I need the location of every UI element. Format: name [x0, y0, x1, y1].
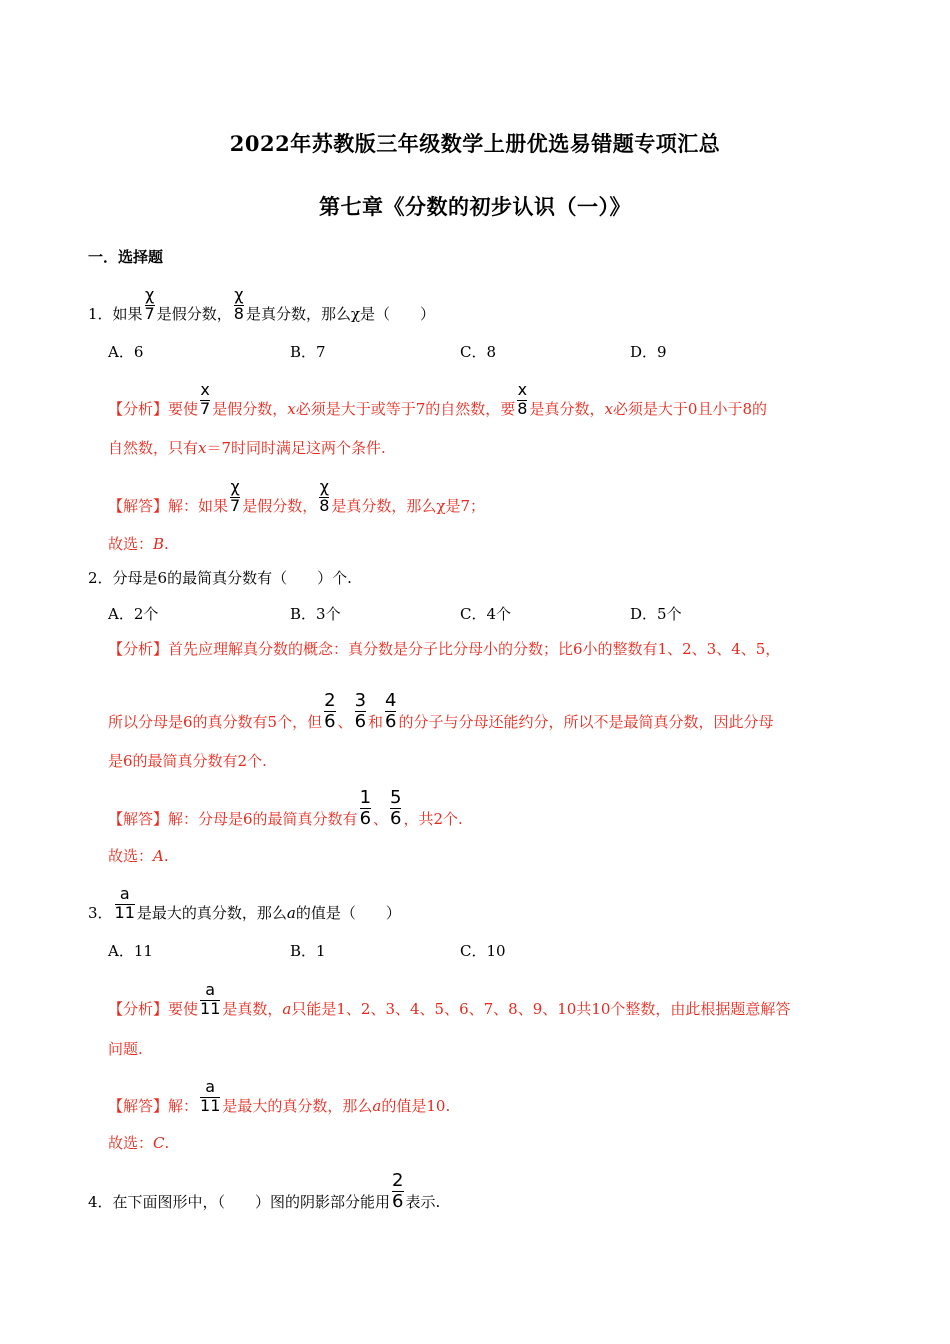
- q1-text-2: 是真分数，那么χ是（ ）: [245, 305, 436, 323]
- q3-option-a: A．11: [108, 942, 153, 960]
- q1-option-d: D．9: [630, 343, 667, 361]
- chapter-title: 第七章《分数的初步认识（一）》: [319, 194, 631, 219]
- question-1: [88, 285, 436, 324]
- q3-option-c: C．10: [460, 942, 506, 960]
- question-4: 4．在下面图形中，（ ）图的阴影部分能用 $\frac{2}{6}$ 表示.: [88, 1170, 441, 1212]
- fraction-5-over-6: $\frac{5}{6}$: [390, 787, 402, 829]
- q1-answer: 【解答】解：如果 $\frac{\chi}{7}$ 是假分数， $\frac{\chi}{8}$ 是真分数，那么χ是7；: [108, 477, 486, 515]
- q2-analysis: 【分析】首先应理解真分数的概念：真分数是分子比分母小的分数；比6小的整数有1、2、3、4、5，: [108, 640, 781, 658]
- fraction-chi-over-8: $\frac{\chi}{8}$: [319, 477, 330, 515]
- question-3: 3． $\frac{a}{11}$ 是最大的真分数，那么a的值是（ ）: [88, 884, 401, 922]
- fraction-2-over-6: $\frac{2}{6}$: [392, 1170, 404, 1212]
- fraction-1-over-6: $\frac{1}{6}$: [359, 787, 372, 829]
- section-heading: 一．选择题: [88, 248, 164, 266]
- fraction-a-over-11: $\frac{a}{11}$: [114, 884, 135, 922]
- fraction-chi-over-7: $\frac{\chi}{7}$: [144, 285, 155, 323]
- q1-analysis-cont: 自然数，只有x＝7时同时满足这两个条件.: [108, 439, 386, 457]
- fraction-4-over-6: $\frac{4}{6}$: [385, 690, 397, 732]
- q2-option-a: A．2个: [108, 605, 159, 623]
- q2-choice: 故选：A.: [108, 847, 169, 865]
- q2-option-d: D．5个: [630, 605, 682, 623]
- analysis-tag: 【分析】: [108, 400, 169, 418]
- q2-analysis-cont: 所以分母是6的真分数有5个，但 $\frac{2}{6}$ 、 $\frac{3}{6}$ 和 $\frac{4}{6}$ 的分子与分母还能约分，所以不是最简真分数，因此分母: [108, 690, 774, 732]
- q1-text: 是假分数，: [156, 305, 232, 323]
- q1-option-c: C．8: [460, 343, 497, 361]
- answer-tag: 【解答】: [108, 1097, 169, 1115]
- q2-option-c: C．4个: [460, 605, 512, 623]
- q1-option-b: B．7: [290, 343, 326, 361]
- fraction-x-over-8: $\frac{x}{8}$: [517, 380, 528, 418]
- fraction-chi-over-7: $\frac{\chi}{7}$: [230, 477, 241, 515]
- document-title: 2022年苏教版三年级数学上册优选易错题专项汇总: [229, 131, 721, 156]
- q1-number: 1．如果: [88, 305, 143, 323]
- q1-option-a: A．6: [108, 343, 144, 361]
- q1-analysis: 【分析】要使 $\frac{x}{7}$ 是假分数，x必须是大于或等于7的自然数，要 $\frac{x}{8}$ 是真分数，x必须是大于0且小于8的: [108, 380, 768, 418]
- analysis-tag: 【分析】: [108, 640, 169, 658]
- q3-analysis: 【分析】要使 $\frac{a}{11}$ 是真数，a只能是1、2、3、4、5、6、7、8、9、10共10个整数，由此根据题意解答: [108, 980, 791, 1018]
- q3-analysis-cont: 问题.: [108, 1040, 143, 1058]
- fraction-a-over-11: $\frac{a}{11}$: [200, 980, 221, 1018]
- fraction-2-over-6: $\frac{2}{6}$: [324, 690, 336, 732]
- fraction-chi-over-8: $\frac{\chi}{8}$: [233, 285, 244, 323]
- q1-choice: 故选：B.: [108, 535, 169, 553]
- fraction-a-over-11: $\frac{a}{11}$: [200, 1077, 221, 1115]
- q2-analysis-end: 是6的最简真分数有2个.: [108, 752, 267, 770]
- answer-tag: 【解答】: [108, 810, 169, 828]
- analysis-tag: 【分析】: [108, 1000, 169, 1018]
- fraction-x-over-7: $\frac{x}{7}$: [200, 380, 211, 418]
- answer-tag: 【解答】: [108, 497, 169, 515]
- q3-answer: 【解答】解： $\frac{a}{11}$ 是最大的真分数，那么a的值是10.: [108, 1077, 451, 1115]
- q2-option-b: B．3个: [290, 605, 341, 623]
- q2-answer: 【解答】解：分母是6的最简真分数有 $\frac{1}{6}$ 、 $\frac{5}{6}$ ，共2个.: [108, 787, 463, 829]
- fraction-3-over-6: $\frac{3}{6}$: [354, 690, 367, 732]
- question-2: 2．分母是6的最简真分数有（ ）个.: [88, 569, 352, 587]
- q3-choice: 故选：C.: [108, 1134, 170, 1152]
- q3-option-b: B．1: [290, 942, 326, 960]
